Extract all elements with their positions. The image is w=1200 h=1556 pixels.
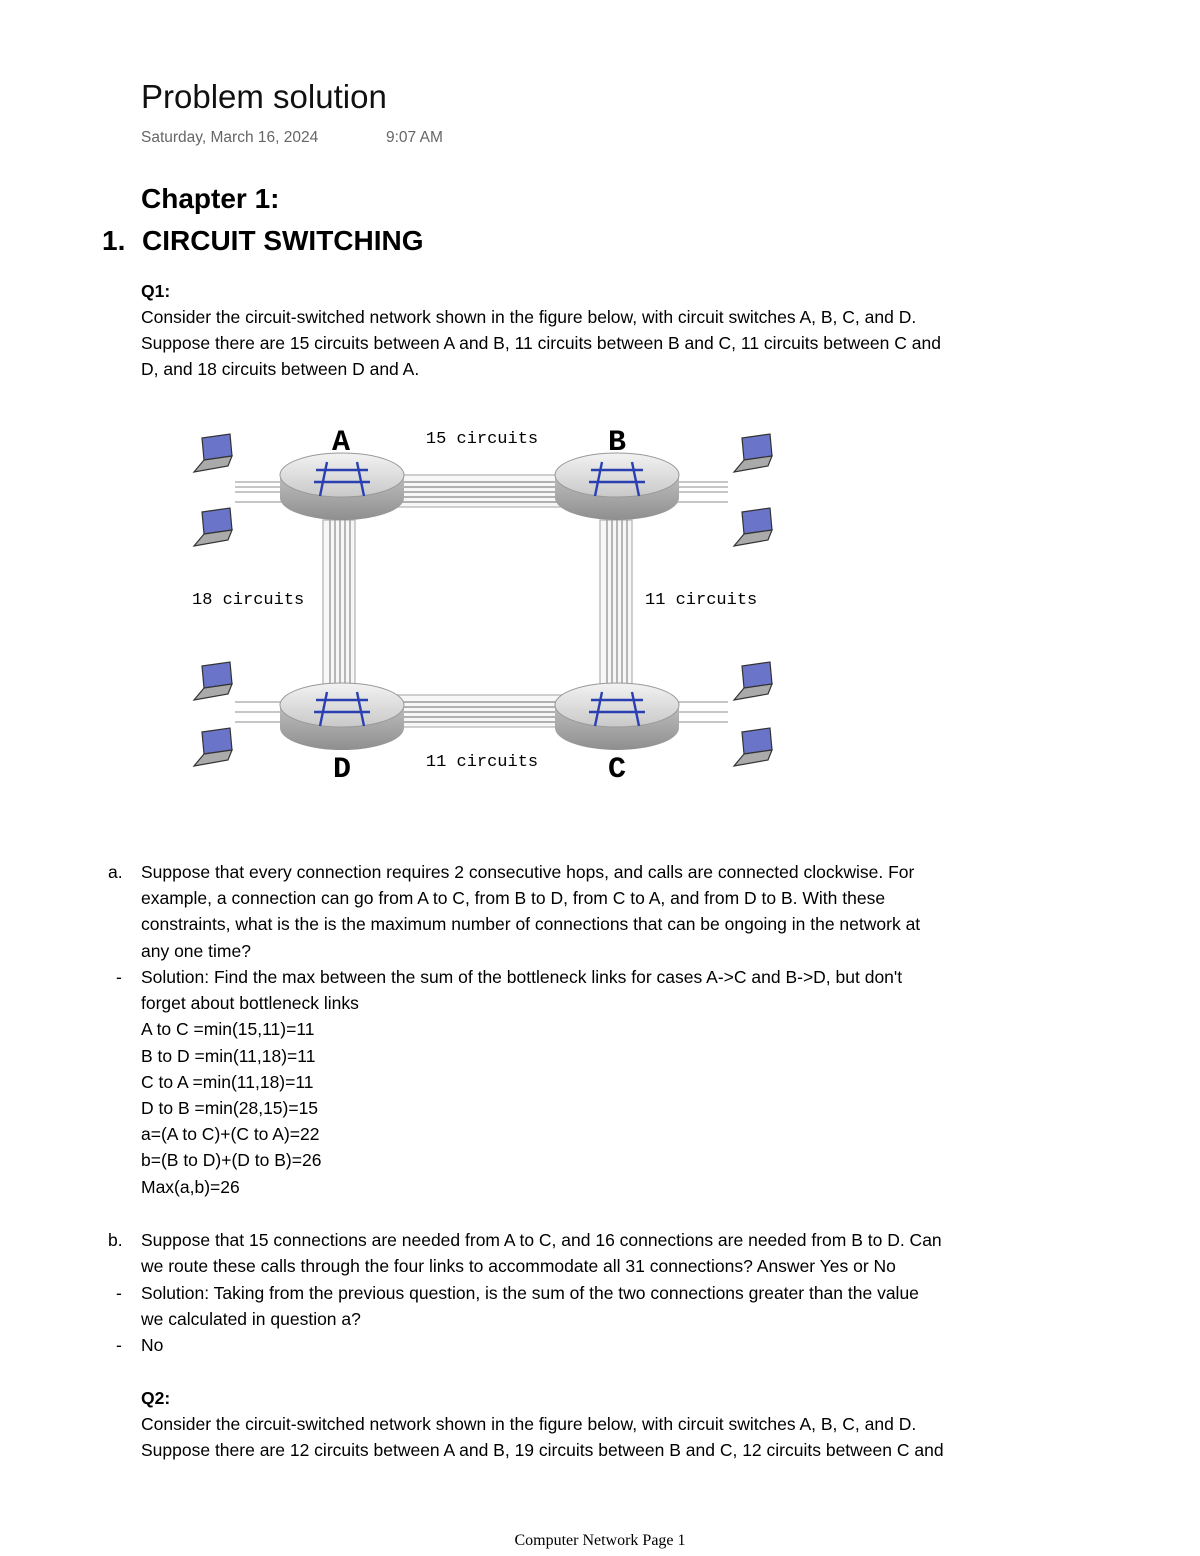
part-b-answer: No xyxy=(141,1335,164,1355)
part-a-solution-line: B to D =min(11,18)=11 xyxy=(141,1045,316,1066)
part-b-question-line: Suppose that 15 connections are needed from A to C, and 16 connections are needed from B to D. Can xyxy=(141,1230,942,1250)
part-a-solution-line: b=(B to D)+(D to B)=26 xyxy=(141,1150,322,1171)
q2-text xyxy=(141,1411,944,1463)
part-a-question-line: example, a connection can go from A to C, from B to D, from C to A, and from D to B. With these xyxy=(141,888,886,909)
page-footer: Computer Network Page 1 xyxy=(514,1532,686,1549)
page-dateline xyxy=(141,129,443,147)
part-a-solution-line: a=(A to C)+(C to A)=22 xyxy=(141,1124,320,1145)
q2-text-line: Consider the circuit-switched network shown in the figure below, with circuit switches A, B, C, and D. xyxy=(141,1414,917,1434)
laptop-icon xyxy=(734,728,772,766)
switch-b xyxy=(555,453,679,520)
chapter-heading: Chapter 1: xyxy=(141,183,280,214)
circuit-network-figure xyxy=(180,420,780,785)
part-a-marker: a. xyxy=(108,862,123,882)
part-a-solution-line: A to C =min(15,11)=11 xyxy=(141,1019,315,1040)
page-time: 9:07 AM xyxy=(386,129,443,146)
laptop-icon xyxy=(734,662,772,700)
switch-a xyxy=(280,453,404,520)
part-a-solution xyxy=(141,964,902,1200)
part-a-bullet: - xyxy=(116,967,122,987)
link-label-ab: 15 circuits xyxy=(425,430,539,449)
part-b-question-line: we route these calls through the four links to accommodate all 31 connections? Answer Yes or No xyxy=(141,1256,896,1277)
laptop-icon xyxy=(194,434,232,472)
part-a-solution-line: Max(a,b)=26 xyxy=(141,1176,240,1197)
q1-text-line: Consider the circuit-switched network shown in the figure below, with circuit switches A, B, C, and D. xyxy=(141,307,917,327)
part-b-solution-line: we calculated in question a? xyxy=(141,1309,361,1330)
laptop-icon xyxy=(194,508,232,546)
section-title: CIRCUIT SWITCHING xyxy=(142,225,424,256)
node-label-b: B xyxy=(607,426,627,460)
page-title: Problem solution xyxy=(141,78,387,115)
part-a-solution-line: Solution: Find the max between the sum of the bottleneck links for cases A->C and B->D, but don't xyxy=(141,967,903,987)
part-a-question-line: Suppose that every connection requires 2 consecutive hops, and calls are connected clockwise. For xyxy=(141,862,915,882)
part-a-question-line: any one time? xyxy=(141,940,251,961)
link-label-da: 18 circuits xyxy=(192,591,305,610)
laptop-icon xyxy=(194,662,232,700)
switch-c xyxy=(555,683,679,750)
part-b-bullet: - xyxy=(116,1283,122,1303)
laptop-icon xyxy=(734,434,772,472)
q2-text-line: Suppose there are 12 circuits between A and B, 19 circuits between B and C, 12 circuits between C and xyxy=(141,1440,944,1461)
node-label-d: D xyxy=(332,753,352,785)
part-a-solution-line: forget about bottleneck links xyxy=(141,993,359,1014)
part-b-answer-bullet: - xyxy=(116,1335,122,1355)
section-heading xyxy=(102,225,424,257)
link-label-cd: 11 circuits xyxy=(425,753,539,772)
part-b-marker: b. xyxy=(108,1230,123,1250)
q2-label: Q2: xyxy=(141,1388,171,1408)
link-b-c xyxy=(600,520,632,695)
part-a-solution-line: C to A =min(11,18)=11 xyxy=(141,1071,314,1092)
page-date: Saturday, March 16, 2024 xyxy=(141,129,319,146)
part-a-solution-line: D to B =min(28,15)=15 xyxy=(141,1098,319,1119)
node-label-c: C xyxy=(607,753,627,785)
laptop-icon xyxy=(194,728,232,766)
q1-text-line: Suppose there are 15 circuits between A and B, 11 circuits between B and C, 11 circuits between C and xyxy=(141,333,941,354)
switch-d xyxy=(280,683,404,750)
laptop-icon xyxy=(734,508,772,546)
part-b-solution-line: Solution: Taking from the previous question, is the sum of the two connections greater than the value xyxy=(141,1283,919,1303)
q1-label: Q1: xyxy=(141,281,171,301)
part-a-question-line: constraints, what is the is the maximum number of connections that can be ongoing in the network at xyxy=(141,914,921,935)
q1-text xyxy=(141,304,941,383)
section-number: 1. xyxy=(102,225,126,256)
part-a-question xyxy=(141,859,920,964)
link-label-bc: 11 circuits xyxy=(645,591,758,610)
node-label-a: A xyxy=(331,426,351,460)
q1-text-line: D, and 18 circuits between D and A. xyxy=(141,359,420,380)
link-a-d xyxy=(323,520,355,695)
part-b-solution xyxy=(141,1280,919,1332)
part-b-question xyxy=(141,1227,942,1279)
